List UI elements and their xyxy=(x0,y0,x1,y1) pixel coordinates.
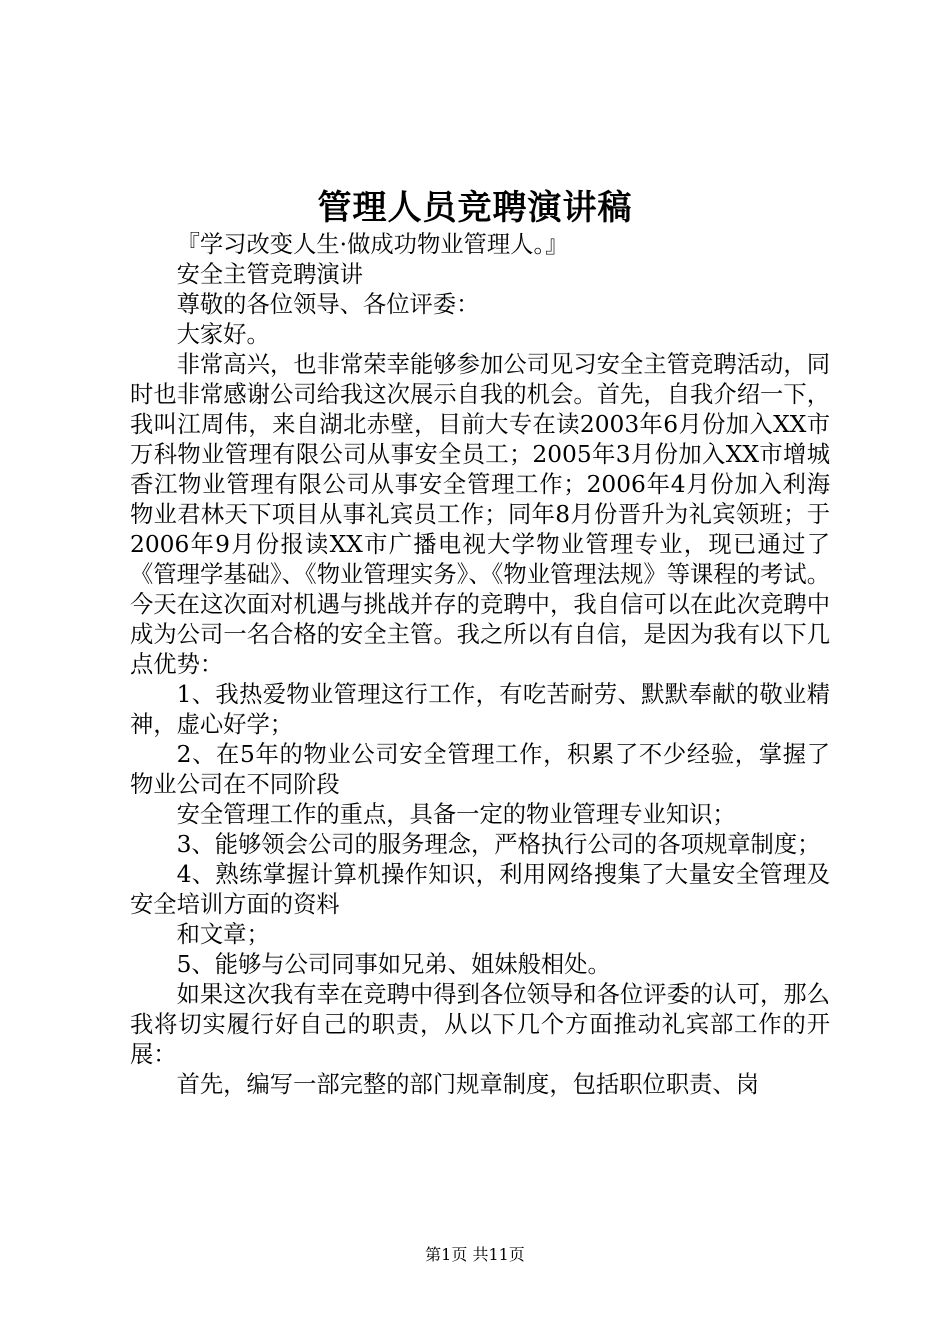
body-paragraph: 非常高兴，也非常荣幸能够参加公司见习安全主管竞聘活动，同时也非常感谢公司给我这次展示自我的机会。首先，自我介绍一下，我叫江周伟，来自湖北赤壁，目前大专在读2003年6月份加入XX市万科物业管理有限公司从事安全员工；2005年3月份加入XX市增城香江物业管理有限公司从事安全管理工作；2006年4月份加入利海物业君林天下项目从事礼宾员工作；同年8月份晋升为礼宾领班；于2006年9月份报读XX市广播电视大学物业管理专业，现已通过了《管理学基础》、《物业管理实务》、《物业管理法规》等课程的考试。今天在这次面对机遇与挑战并存的竞聘中，我自信可以在此次竞聘中成为公司一名合格的安全主管。我之所以有自信，是因为我有以下几点优势： xyxy=(130,351,830,678)
body-paragraph: 大家好。 xyxy=(176,321,270,348)
body-paragraph: 『学习改变人生·做成功物业管理人。』 xyxy=(176,231,569,258)
body-paragraph: 3、能够领会公司的服务理念，严格执行公司的各项规章制度； xyxy=(176,831,821,858)
document-title: 管理人员竞聘演讲稿 xyxy=(317,188,633,228)
body-paragraph: 和文章； xyxy=(176,921,270,948)
body-paragraph: 1、我热爱物业管理这行工作，有吃苦耐劳、默默奉献的敬业精神，虚心好学； xyxy=(130,681,830,738)
body-paragraph: 安全管理工作的重点，具备一定的物业管理专业知识； xyxy=(176,801,736,828)
body-paragraph: 4、熟练掌握计算机操作知识，利用网络搜集了大量安全管理及安全培训方面的资料 xyxy=(130,861,830,918)
body-paragraph: 如果这次我有幸在竞聘中得到各位领导和各位评委的认可，那么我将切实履行好自己的职责，从以下几个方面推动礼宾部工作的开展： xyxy=(130,981,830,1068)
body-paragraph: 首先，编写一部完整的部门规章制度，包括职位职责、岗 xyxy=(176,1071,760,1098)
body-paragraph: 5、能够与公司同事如兄弟、姐妹般相处。 xyxy=(176,951,611,978)
body-paragraph: 安全主管竞聘演讲 xyxy=(176,261,363,288)
body-paragraph: 尊敬的各位领导、各位评委： xyxy=(176,291,480,318)
body-paragraph: 2、在5年的物业公司安全管理工作，积累了不少经验，掌握了物业公司在不同阶段 xyxy=(130,741,830,798)
document-body xyxy=(130,230,830,1100)
page-indicator: 第1页 共11页 xyxy=(425,1245,525,1264)
